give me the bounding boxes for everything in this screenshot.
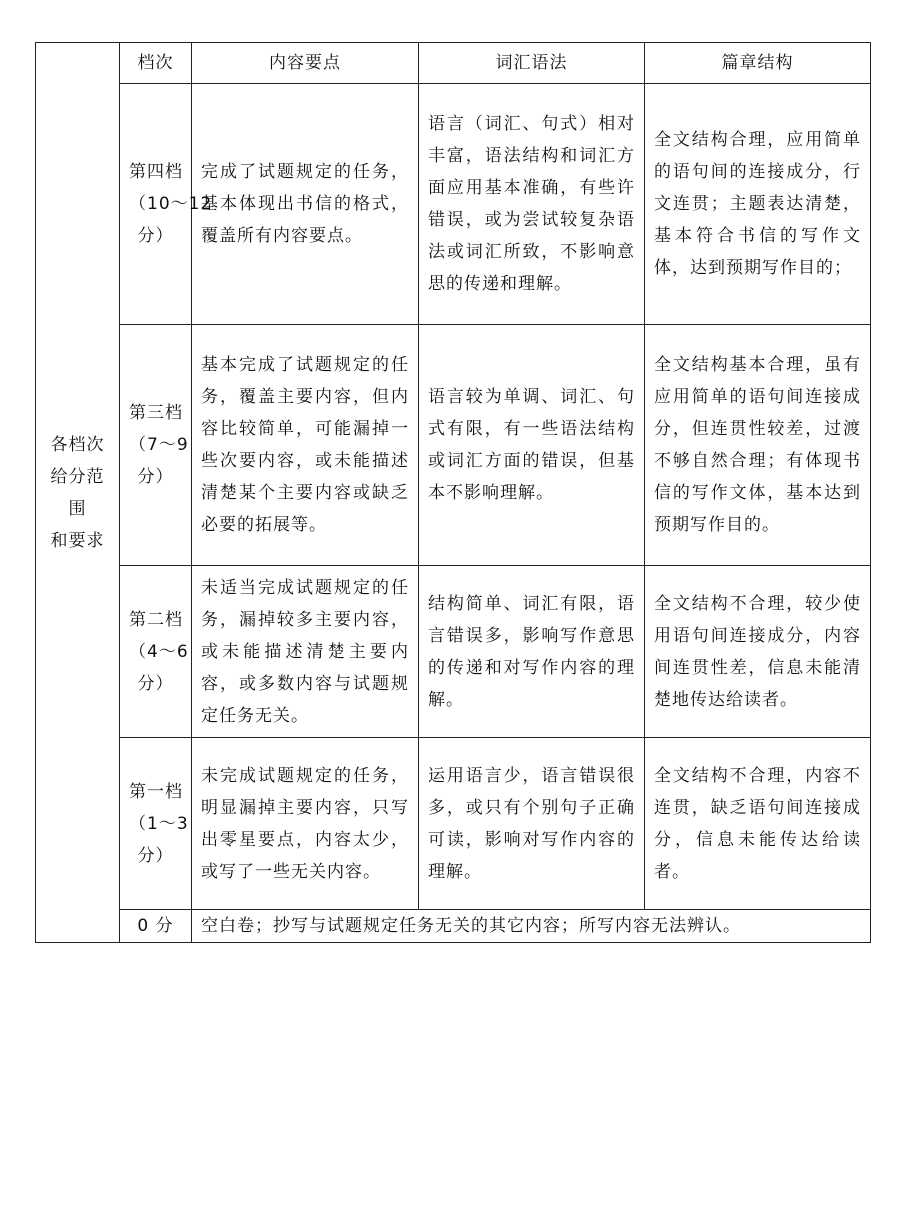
level-cell [120, 84, 213, 325]
level-cell [120, 738, 192, 910]
level-unit: 分） [137, 467, 174, 487]
level-cell [120, 325, 192, 566]
structure-cell: 全文结构不合理，较少使用语句间连接成分，内容间连贯性差，信息未能清楚地传达给读者。 [645, 566, 871, 738]
header-content: 内容要点 [192, 43, 419, 84]
level-range: （1～3 [129, 813, 189, 834]
level-unit: 分） [137, 845, 174, 866]
content-cell: 未适当完成试题规定的任务，漏掉较多主要内容，或未能描述清楚主要内容，或多数内容与试题规定任务无关。 [192, 566, 419, 738]
zero-description-cell: 空白卷；抄写与试题规定任务无关的其它内容；所写内容无法辨认。 [192, 910, 871, 943]
content-cell: 未完成试题规定的任务，明显漏掉主要内容，只写出零星要点，内容太少，或写了一些无关内容。 [192, 738, 419, 910]
zero-level-cell: 0 分 [120, 910, 192, 943]
side-label-cell [36, 43, 120, 943]
header-vocab: 词汇语法 [419, 43, 645, 84]
level-name: 第二档 [129, 609, 183, 630]
level-row [36, 566, 871, 738]
level-row [36, 84, 871, 325]
structure-cell: 全文结构合理，应用简单的语句间的连接成分，行文连贯；主题表达清楚，基本符合书信的写作文体，达到预期写作目的； [645, 84, 871, 325]
level-range: （4～6 [129, 641, 189, 662]
header-level: 档次 [120, 43, 192, 84]
level-name: 第四档 [129, 162, 183, 182]
content-cell: 基本完成了试题规定的任务，覆盖主要内容，但内容比较简单，可能漏掉一些次要内容，或未能描述清楚某个主要内容或缺乏必要的拓展等。 [192, 325, 419, 566]
side-label-line: 各档次 [50, 434, 105, 455]
level-unit: 分） [137, 226, 174, 246]
structure-cell: 全文结构基本合理，虽有应用简单的语句间连接成分，但连贯性较差，过渡不够自然合理；有体现书信的写作文体，基本达到预期写作目的。 [645, 325, 871, 566]
level-name: 第一档 [129, 781, 183, 802]
vocab-cell: 语言（词汇、句式）相对丰富，语法结构和词汇方面应用基本准确，有些许错误，或为尝试较复杂语法或词汇所致，不影响意思的传递和理解。 [419, 84, 645, 325]
level-name: 第三档 [129, 403, 183, 423]
side-label-line: 给分范围 [50, 466, 105, 519]
zero-score-row [36, 910, 871, 943]
vocab-cell: 语言较为单调、词汇、句式有限，有一些语法结构或词汇方面的错误，但基本不影响理解。 [419, 325, 645, 566]
level-row [36, 325, 871, 566]
content-cell: 完成了试题规定的任务，基本体现出书信的格式，覆盖所有内容要点。 [192, 84, 419, 325]
level-cell [120, 566, 192, 738]
vocab-cell: 运用语言少，语言错误很多，或只有个别句子正确可读，影响对写作内容的理解。 [419, 738, 645, 910]
header-row [36, 43, 871, 84]
side-label-line: 和要求 [50, 530, 105, 551]
vocab-cell: 结构简单、词汇有限，语言错误多，影响写作意思的传递和对写作内容的理解。 [419, 566, 645, 738]
scoring-rubric-table [35, 42, 871, 943]
header-structure: 篇章结构 [645, 43, 871, 84]
level-range: （10～12 [129, 194, 213, 214]
level-row [36, 738, 871, 910]
level-range: （7～9 [129, 435, 189, 455]
level-unit: 分） [137, 673, 174, 694]
structure-cell: 全文结构不合理，内容不连贯，缺乏语句间连接成分，信息未能传达给读者。 [645, 738, 871, 910]
